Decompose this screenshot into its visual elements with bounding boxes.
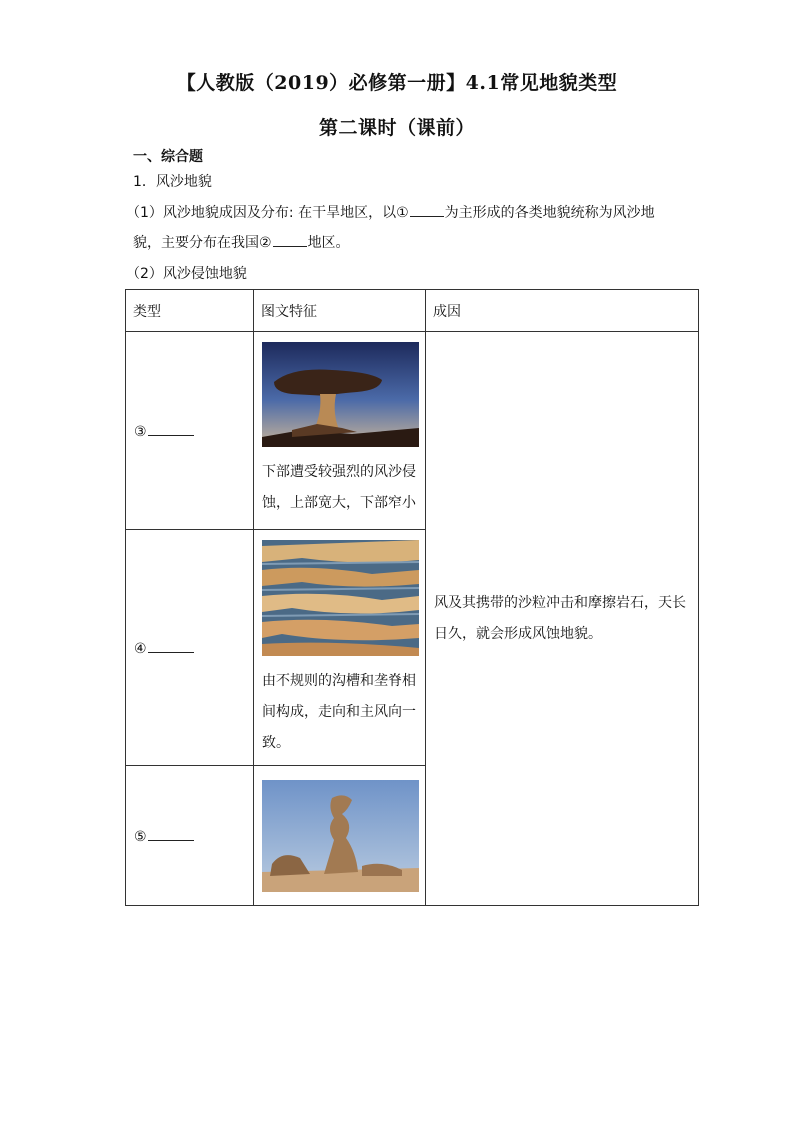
table-row [126,332,699,530]
answer-blank-2[interactable] [273,232,307,247]
part1-text-d: 地区。 [307,235,350,251]
feature-description: 由不规则的沟槽和垄脊相间构成，走向和主风向一致。 [262,673,416,751]
header-feature: 图文特征 [254,290,426,332]
feature-cell [254,530,426,766]
document-title: 【人教版（2019）必修第一册】4.1常见地貌类型 [176,72,618,94]
part1-text-b: 为主形成的各类地貌统称为风沙地 [444,205,655,221]
type-label: ③ [134,424,147,440]
part1-text-c: 貌，主要分布在我国② [133,235,272,251]
wind-eroded-pillar-photo [262,780,419,892]
type-cell [126,766,254,906]
wind-erosion-table [125,289,699,906]
answer-blank-5[interactable] [148,826,194,841]
part2-heading: （2）风沙侵蚀地貌 [126,266,247,282]
type-cell [126,530,254,766]
answer-blank-3[interactable] [148,421,194,436]
type-label: ④ [134,641,147,657]
answer-blank-4[interactable] [148,638,194,653]
cause-cell: 风及其携带的沙粒冲击和摩擦岩石，天长日久，就会形成风蚀地貌。 [426,332,699,906]
question-title: 1．风沙地貌 [133,174,212,190]
section-heading: 一、综合题 [133,149,203,165]
table-header-row [126,290,699,332]
header-cause: 成因 [426,290,699,332]
feature-cell [254,766,426,906]
type-label: ⑤ [134,829,147,845]
feature-description: 下部遭受较强烈的风沙侵蚀，上部宽大，下部窄小 [262,464,416,511]
type-cell [126,332,254,530]
part1-line1 [126,202,655,223]
document-subtitle: 第二课时（课前） [318,117,475,139]
feature-cell [254,332,426,530]
header-type: 类型 [126,290,254,332]
part1-line2 [133,232,350,253]
yardang-photo [262,540,419,656]
part1-text-a: （1）风沙地貌成因及分布: 在干旱地区，以① [126,205,409,221]
answer-blank-1[interactable] [410,202,444,217]
mushroom-rock-photo [262,342,419,447]
